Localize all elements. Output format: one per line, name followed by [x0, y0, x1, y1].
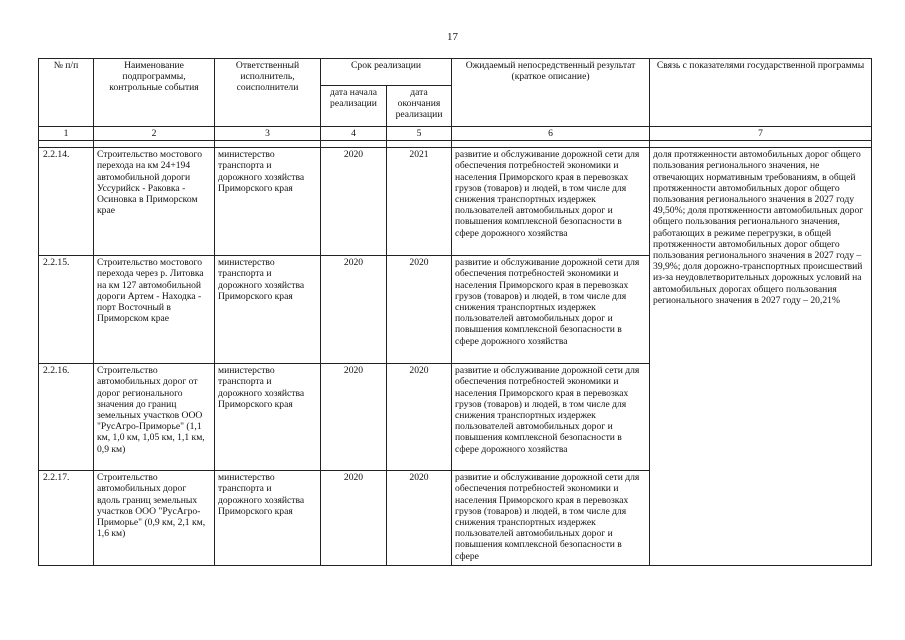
row-executor: министерство транспорта и дорожного хозяйства Приморского края [215, 471, 321, 566]
row-start-year: 2020 [321, 471, 387, 566]
row-start-year: 2020 [321, 148, 387, 256]
row-name: Строительство мостового перехода через р. Литовка на км 127 автомобильной дороги Артем - Находка - порт Восточный в Приморском крае [94, 256, 215, 364]
column-number: 2 [94, 127, 215, 141]
row-end-year: 2020 [387, 471, 452, 566]
row-start-year: 2020 [321, 364, 387, 471]
row-name: Строительство автомобильных дорог вдоль границ земельных участков ООО "РусАгро-Приморье" (0,9 км, 2,1 км, 1,6 км) [94, 471, 215, 566]
row-result: развитие и обслуживание дорожной сети для обеспечения потребностей экономики и населения Приморского края в перевозках грузов (товаров) и людей, в том числе для снижения транспортных издержек пользователей автомобильных дорог и повышения комплексной безопасности в сфере [452, 471, 650, 566]
column-number: 7 [650, 127, 872, 141]
program-indicators-link: доля протяженности автомобильных дорог общего пользования регионального значения, не отвечающих нормативным требованиям, в общей протяженности автомобильных дорог общего пользования регионального значения в 2027 году 49,50%; доля протяженности автомобильных дорог общего пользования регионального значения, работающих в режиме перегрузки, в общей протяженности автомобильных дорог общего пользования регионального значения в 2027 году – 39,9%; доля дорожно-транспортных происшествий из-за неудовлетворительных дорожных условий на автомобильных дорогах общего пользования регионального значения в 2027 году – 20,21% [650, 148, 872, 566]
row-end-year: 2021 [387, 148, 452, 256]
column-number: 3 [215, 127, 321, 141]
table-row [39, 148, 872, 256]
column-number: 5 [387, 127, 452, 141]
row-end-year: 2020 [387, 364, 452, 471]
row-executor: министерство транспорта и дорожного хозяйства Приморского края [215, 148, 321, 256]
row-result: развитие и обслуживание дорожной сети для обеспечения потребностей экономики и населения Приморского края в перевозках грузов (товаров) и людей, в том числе для снижения транспортных издержек пользователей автомобильных дорог и повышения комплексной безопасности в сфере дорожного хозяйства [452, 256, 650, 364]
header-end: дата окончания реализации [387, 86, 452, 127]
row-number: 2.2.16. [39, 364, 94, 471]
header-executor: Ответственный исполнитель, соисполнители [215, 59, 321, 127]
row-executor: министерство транспорта и дорожного хозяйства Приморского края [215, 364, 321, 471]
row-result: развитие и обслуживание дорожной сети для обеспечения потребностей экономики и населения Приморского края в перевозках грузов (товаров) и людей, в том числе для снижения транспортных издержек пользователей автомобильных дорог и повышения комплексной безопасности в сфере дорожного хозяйства [452, 364, 650, 471]
column-number: 4 [321, 127, 387, 141]
row-end-year: 2020 [387, 256, 452, 364]
row-number: 2.2.17. [39, 471, 94, 566]
column-number: 1 [39, 127, 94, 141]
row-executor: министерство транспорта и дорожного хозяйства Приморского края [215, 256, 321, 364]
row-number: 2.2.14. [39, 148, 94, 256]
row-name: Строительство автомобильных дорог от дорог регионального значения до границ земельных участков ООО "РусАгро-Приморье" (1,1 км, 1,0 км, 1,05 км, 1,1 км, 0,9 км) [94, 364, 215, 471]
header-period: Срок реализации [321, 59, 452, 86]
row-number: 2.2.15. [39, 256, 94, 364]
row-result: развитие и обслуживание дорожной сети для обеспечения потребностей экономики и населения Приморского края в перевозках грузов (товаров) и людей, в том числе для снижения транспортных издержек пользователей автомобильных дорог и повышения комплексной безопасности в сфере дорожного хозяйства [452, 148, 650, 256]
header-result: Ожидаемый непосредственный результат (краткое описание) [452, 59, 650, 127]
row-name: Строительство мостового перехода на км 24+194 автомобильной дороги Уссурийск - Раковка - Осиновка в Приморском крае [94, 148, 215, 256]
page-number: 17 [447, 31, 458, 43]
program-table [38, 58, 872, 566]
header-link: Связь с показателями государственной программы [650, 59, 872, 127]
header-num: № п/п [39, 59, 94, 127]
header-name: Наименование подпрограммы, контрольные события [94, 59, 215, 127]
header-start: дата начала реализации [321, 86, 387, 127]
column-number: 6 [452, 127, 650, 141]
row-start-year: 2020 [321, 256, 387, 364]
